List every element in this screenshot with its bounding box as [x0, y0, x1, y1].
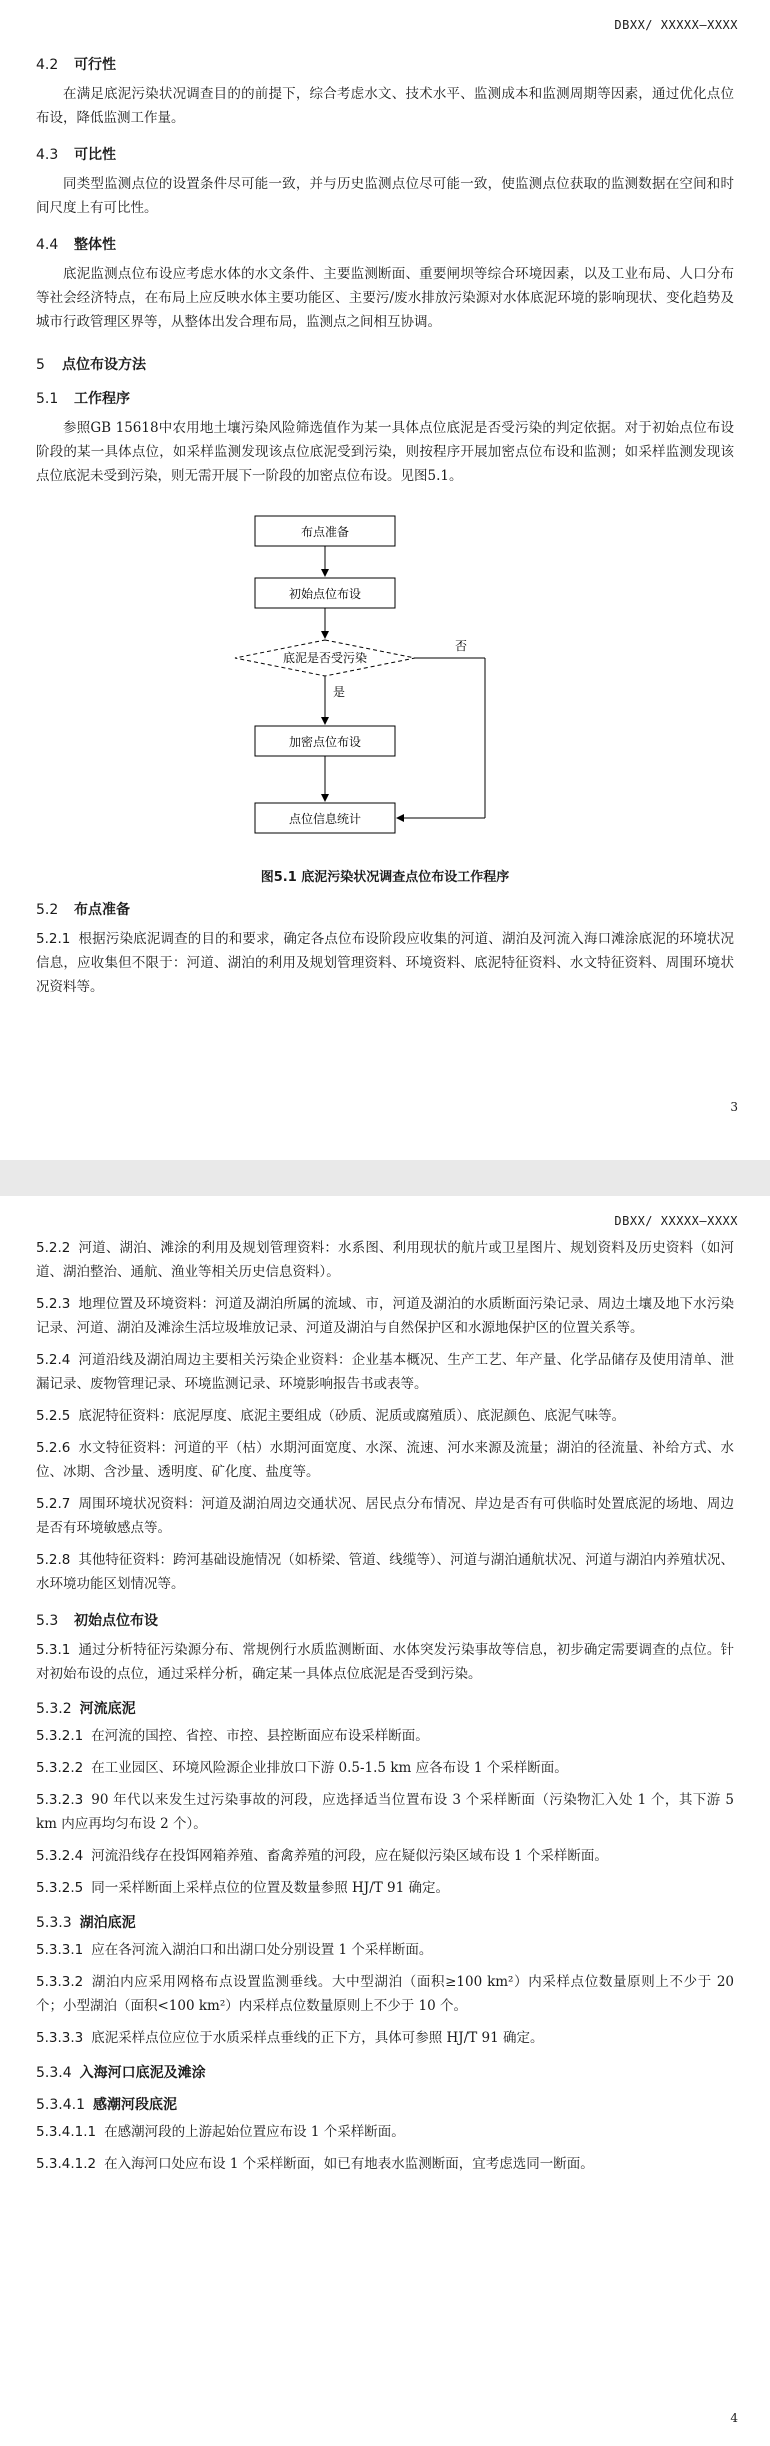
flow-step-stats-label: 点位信息统计 — [288, 812, 362, 826]
section-4-4 — [36, 234, 734, 334]
page-content — [36, 40, 734, 1007]
section-5-3-2-heading: 5.3.2 河流底泥 — [36, 1701, 136, 1717]
clause-item: 5.2.4 河道沿线及湖泊周边主要相关污染企业资料：企业基本概况、生产工艺、年产量、化学品储存及使用清单、泄漏记录、废物管理记录、环境监测记录、环境影响报告书或表等。 — [36, 1352, 734, 1392]
workflow-flowchart — [165, 496, 605, 856]
section-text: 底泥监测点位布设应考虑水体的水文条件、主要监测断面、重要闸坝等综合环境因素，以及工业布局、人口分布等社会经济特点，在布局上应反映水体主要功能区、主要污/废水排放污染源对水体底泥环境的影响现状、变化趋势及城市行政管理区界等，从整体出发合理布局，监测点之间相互协调。 — [36, 266, 734, 330]
clause-list-tidal — [36, 2120, 734, 2176]
clause-item: 5.3.3.2 湖泊内应采用网格布点设置监测垂线。大中型湖泊（面积≥100 km²）内采样点位数量原则上不少于 20 个；小型湖泊（面积<100 km²）内采样点位数量原则上不少于 10 个。 — [36, 1974, 734, 2014]
clause-list-5-2 — [36, 1236, 734, 1596]
section-5-2 — [36, 899, 734, 999]
clause-list-lake — [36, 1938, 734, 2050]
section-text: 同类型监测点位的设置条件尽可能一致，并与历史监测点位尽可能一致，使监测点位获取的监测数据在空间和时间尺度上有可比性。 — [36, 176, 734, 216]
clause-item: 5.3.3.1 应在各河流入湖泊口和出湖口处分别设置 1 个采样断面。 — [36, 1942, 433, 1958]
section-number: 4.4 — [36, 237, 59, 253]
page-number: 3 — [730, 1100, 738, 1114]
clause-item: 5.3.4.1.1 在感潮河段的上游起始位置应布设 1 个采样断面。 — [36, 2124, 405, 2140]
page-content — [36, 1236, 734, 2184]
standard-code-header: DBXX/ XXXXX—XXXX — [614, 1214, 738, 1228]
document-page-4 — [0, 1196, 770, 2446]
section-4-2 — [36, 54, 734, 130]
section-number: 4.2 — [36, 57, 59, 73]
section-title: 可行性 — [74, 57, 116, 73]
clause-item: 5.3.3.3 底泥采样点位应位于水质采样点垂线的正下方，具体可参照 HJ/T 91 确定。 — [36, 2030, 544, 2046]
clause-item: 5.3.2.4 河流沿线存在投饵网箱养殖、畜禽养殖的河段，应在疑似污染区域布设 1 个采样断面。 — [36, 1848, 608, 1864]
flow-step-dense-label: 加密点位布设 — [288, 735, 362, 749]
document-page-3 — [0, 0, 770, 1160]
clause-item: 5.3.2.2 在工业园区、环境风险源企业排放口下游 0.5-1.5 km 应各布设 1 个采样断面。 — [36, 1760, 568, 1776]
chapter-5-heading: 5 点位布设方法 — [36, 357, 146, 373]
section-number: 4.3 — [36, 147, 59, 163]
section-number: 5.2 — [36, 902, 59, 918]
clause-5-3-1: 5.3.1 通过分析特征污染源分布、常规例行水质监测断面、水体突发污染事故等信息，初步确定需要调查的点位。针对初始布设的点位，通过采样分析，确定某一具体点位底泥是否受到污染。 — [36, 1642, 734, 1682]
clause-item: 5.2.8 其他特征资料：跨河基础设施情况（如桥梁、管道、线缆等）、河道与湖泊通航状况、河道与湖泊内养殖状况、水环境功能区划情况等。 — [36, 1552, 734, 1592]
section-5-3-4-1-heading: 5.3.4.1 感潮河段底泥 — [36, 2097, 177, 2113]
clause-item: 5.2.2 河道、湖泊、滩涂的利用及规划管理资料：水系图、利用现状的航片或卫星图片、规划资料及历史资料（如河道、湖泊整治、通航、渔业等相关历史信息资料）。 — [36, 1240, 734, 1280]
section-5-3-heading: 5.3 初始点位布设 — [36, 1613, 158, 1629]
clause-item: 5.3.4.1.2 在入海河口处应布设 1 个采样断面，如已有地表水监测断面，宜考虑选同一断面。 — [36, 2156, 594, 2172]
clause-list-river — [36, 1724, 734, 1900]
figure-caption: 图5.1 底泥污染状况调查点位布设工作程序 — [260, 870, 510, 885]
section-5-1 — [36, 388, 734, 488]
section-title: 可比性 — [74, 147, 116, 163]
clause-item: 5.3.2.1 在河流的国控、省控、市控、县控断面应布设采样断面。 — [36, 1728, 429, 1744]
clause-item: 5.3.2.3 90 年代以来发生过污染事故的河段，应选择适当位置布设 3 个采样断面（污染物汇入处 1 个，其下游 5 km 内应再均匀布设 2 个）。 — [36, 1792, 734, 1832]
flow-yes-label: 是 — [333, 685, 346, 699]
clause-item: 5.2.5 底泥特征资料：底泥厚度、底泥主要组成（砂质、泥质或腐殖质）、底泥颜色、底泥气味等。 — [36, 1408, 626, 1424]
clause-item: 5.2.3 地理位置及环境资料：河道及湖泊所属的流域、市，河道及湖泊的水质断面污染记录、周边土壤及地下水污染记录、河道、湖泊及滩涂生活垃圾堆放记录、河道及湖泊与自然保护区和水源地保护区的位置关系等。 — [36, 1296, 734, 1336]
standard-code-header: DBXX/ XXXXX—XXXX — [614, 18, 738, 32]
section-text: 在满足底泥污染状况调查目的的前提下，综合考虑水文、技术水平、监测成本和监测周期等因素，通过优化点位布设，降低监测工作量。 — [36, 86, 734, 126]
clause-item: 5.2.6 水文特征资料：河道的平（枯）水期河面宽度、水深、流速、河水来源及流量；湖泊的径流量、补给方式、水位、冰期、含沙量、透明度、矿化度、盐度等。 — [36, 1440, 734, 1480]
flow-step-prepare-label: 布点准备 — [300, 525, 350, 539]
section-number: 5.1 — [36, 391, 59, 407]
clause-item: 5.3.2.5 同一采样断面上采样点位的位置及数量参照 HJ/T 91 确定。 — [36, 1880, 450, 1896]
section-5-3-3-heading: 5.3.3 湖泊底泥 — [36, 1915, 136, 1931]
page-number: 4 — [730, 2411, 738, 2425]
section-title: 整体性 — [74, 237, 116, 253]
section-title: 工作程序 — [74, 391, 130, 407]
section-4-3 — [36, 144, 734, 220]
flow-step-initial-label: 初始点位布设 — [288, 587, 362, 601]
section-text: 参照GB 15618中农用地土壤污染风险筛选值作为某一具体点位底泥是否受污染的判定依据。对于初始点位布设阶段的某一具体点位，如采样监测发现该点位底泥受到污染，则按程序开展加密点位布设和监测；如采样监测发现该点位底泥未受到污染，则无需开展下一阶段的加密点位布设。见图5.1。 — [36, 420, 734, 484]
section-title: 布点准备 — [74, 902, 130, 918]
flow-decision-label: 底泥是否受污染 — [282, 651, 368, 665]
clause-item: 5.2.7 周围环境状况资料：河道及湖泊周边交通状况、居民点分布情况、岸边是否有可供临时处置底泥的场地、周边是否有环境敏感点等。 — [36, 1496, 734, 1536]
clause-5-2-1: 5.2.1 根据污染底泥调查的目的和要求，确定各点位布设阶段应收集的河道、湖泊及河流入海口滩涂底泥的环境状况信息，应收集但不限于：河道、湖泊的利用及规划管理资料、环境资料、底泥特征资料、水文特征资料、周围环境状况资料等。 — [36, 931, 734, 995]
flow-no-label: 否 — [455, 639, 468, 653]
section-5-3-4-heading: 5.3.4 入海河口底泥及滩涂 — [36, 2065, 206, 2081]
